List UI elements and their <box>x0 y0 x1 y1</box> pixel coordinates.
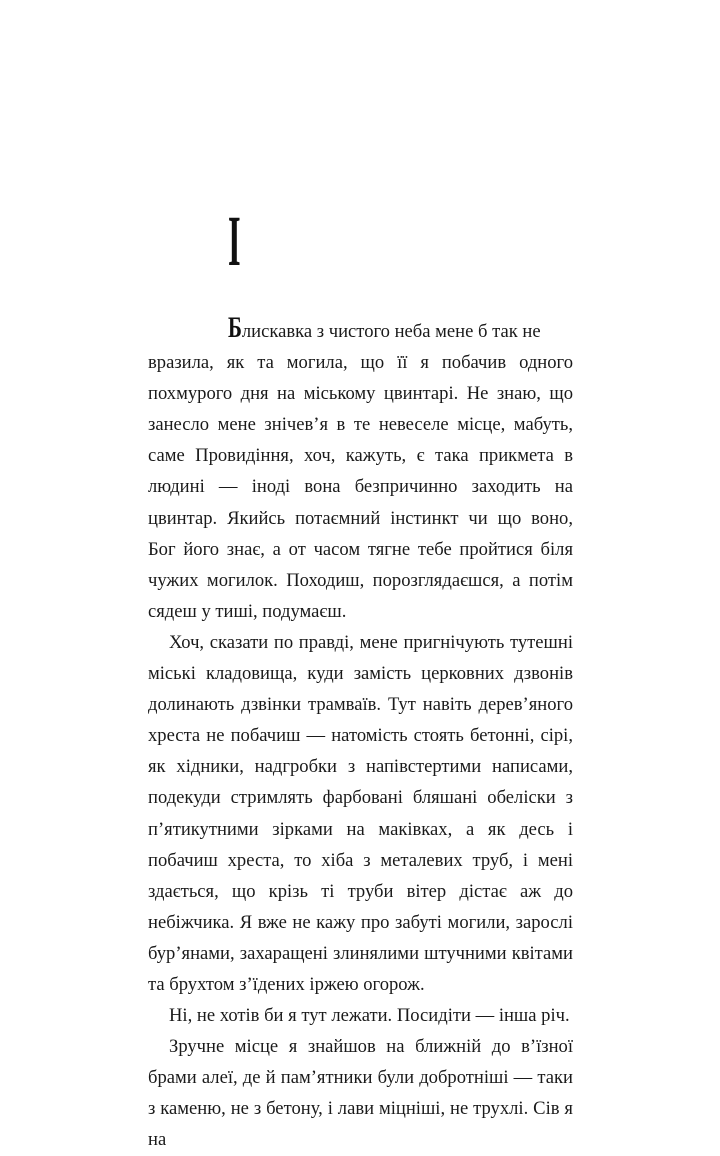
chapter-number: I <box>228 201 241 281</box>
first-line-text: лискавка з чистого неба мене б так не <box>241 321 541 342</box>
chapter-text <box>148 312 573 1156</box>
paragraph-3: Ні, не хотів би я тут лежати. Посидіти — інша річ. <box>169 1005 570 1027</box>
first-line <box>148 312 573 347</box>
paragraph-1-rest: вразила, як та могила, що її я побачив одного похмурого дня на міському цвинтарі. Не знаю, що занесло мене знічев’я в те невеселе місце, мабуть, саме Провидіння, хоч, кажуть, є така прикмета в людині — іноді вона безпричинно заходить на цвинтар. Якийсь потаємний інстинкт чи що воно, Бог його знає, а от часом тягне тебе пройтися біля чужих могилок. Походиш, порозглядаєшся, а потім сядеш у тиші, подумаєш. <box>148 352 573 622</box>
drop-cap: Б <box>228 311 242 344</box>
paragraph-1 <box>148 312 573 627</box>
paragraph-2: Хоч, сказати по правді, мене пригнічують тутешні міські кладовища, куди замість церковних дзвонів долинають дзвінки трамваїв. Тут навіть дерев’яного хреста не побачиш — натомість стоять бетонні, сірі, як хідники, надгробки з напівстертими написами, подекуди стримлять фарбовані бляшані обеліски з п’ятикутними зірками на маківках, а як десь і побачиш хреста, то хіба з металевих труб, і мені здається, що крізь ті труби вітер дістає аж до небіжчика. Я вже не кажу про забуті могили, зарослі бур’янами, захаращені злинялими штучними квітами та брухтом з’їдених іржею огорож. <box>148 631 573 995</box>
paragraph-4: Зручне місце я знайшов на ближній до в’їзної брами алеї, де й пам’ятники були добротніші — таки з каменю, не з бетону, і лави міцніші, не трухлі. Сів я на <box>148 1036 573 1151</box>
